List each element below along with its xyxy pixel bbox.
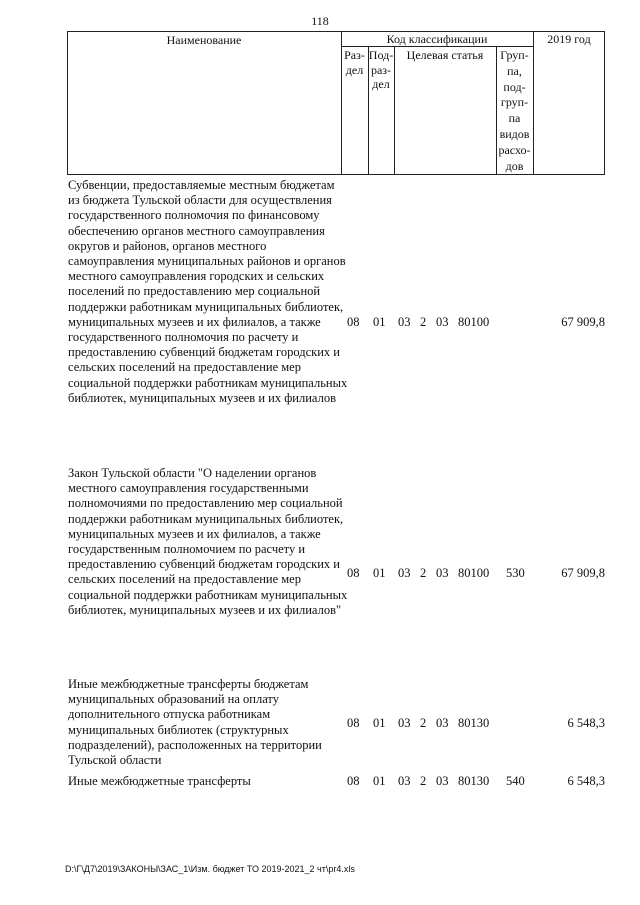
row-amount: 6 548,3	[567, 716, 605, 730]
row-target-1: 03	[398, 716, 411, 730]
row-target-4: 80100	[458, 315, 490, 329]
row-target-1: 03	[398, 774, 411, 788]
row-name: Закон Тульской области "О наделении органов местного самоуправления государственными полномочиями по предоставлению мер социальной поддержки работникам муниципальных библиотек, муниципальных музеев и их филиалов, а также государственным полномочием по расчету и предоставлению субвенций бюджетам городских и сельских поселений на предоставление мер социальной поддержки работникам муниципальных библиотек, муниципальных музеев и их филиалов"	[68, 466, 348, 617]
row-podrazdel: 01	[373, 566, 386, 580]
row-target-3: 03	[436, 716, 449, 730]
header-name: Наименование	[166, 33, 242, 47]
row-target-4: 80100	[458, 566, 490, 580]
row-razdel: 08	[347, 774, 360, 788]
row-vr: 530	[506, 566, 525, 580]
row-target-3: 03	[436, 566, 449, 580]
row-amount: 67 909,8	[561, 566, 605, 580]
header-subsection: Под- раз- дел	[368, 48, 394, 91]
row-target-3: 03	[436, 774, 449, 788]
header-section: Раз- дел	[344, 48, 365, 77]
row-target-2: 2	[420, 315, 427, 329]
header-year: 2019 год	[547, 32, 591, 46]
row-podrazdel: 01	[373, 774, 386, 788]
header-group: Груп- па, под- груп- па видов расхо- дов	[498, 48, 531, 173]
row-target-2: 2	[420, 716, 427, 730]
row-name: Иные межбюджетные трансферты	[68, 774, 251, 788]
row-vr: 540	[506, 774, 525, 788]
file-path-footer: D:\Г\Д7\2019\ЗАКОНЫ\ЗАС_1\Изм. бюджет ТО 2019-2021_2 чт\pr4.xls	[65, 864, 355, 874]
row-amount: 6 548,3	[567, 774, 605, 788]
header-code-group: Код классификации	[386, 32, 488, 46]
row-razdel: 08	[347, 315, 360, 329]
row-target-2: 2	[420, 566, 427, 580]
row-target-4: 80130	[458, 716, 490, 730]
row-razdel: 08	[347, 566, 360, 580]
row-razdel: 08	[347, 716, 360, 730]
row-name: Субвенции, предоставляемые местным бюджетам из бюджета Тульской области для осуществления государственного полномочия по финансовому обеспечению органов местного самоуправления округов и районов, органов местного самоуправления муниципальных районов и органов местного самоуправления городских и сельских поселений по предоставлению мер социальной поддержки работникам муниципальных библиотек, муниципальных музеев и их филиалов, а также государственного полномочия по расчету и предоставлению субвенций бюджетам городских и сельских поселений на предоставление мер социальной поддержки работникам муниципальных библиотек, муниципальных музеев и их филиалов	[68, 178, 348, 405]
row-target-4: 80130	[458, 774, 490, 788]
row-target-3: 03	[436, 315, 449, 329]
row-target-2: 2	[420, 774, 427, 788]
row-name: Иные межбюджетные трансферты бюджетам муниципальных образований на оплату дополнительного отпуска работникам муниципальных библиотек (структурных подразделений), расположенных на территории Тульской области	[68, 677, 322, 768]
row-amount: 67 909,8	[561, 315, 605, 329]
header-target: Целевая статья	[406, 48, 484, 62]
row-target-1: 03	[398, 315, 411, 329]
row-podrazdel: 01	[373, 315, 386, 329]
page-number: 118	[311, 14, 329, 28]
row-podrazdel: 01	[373, 716, 386, 730]
row-target-1: 03	[398, 566, 411, 580]
